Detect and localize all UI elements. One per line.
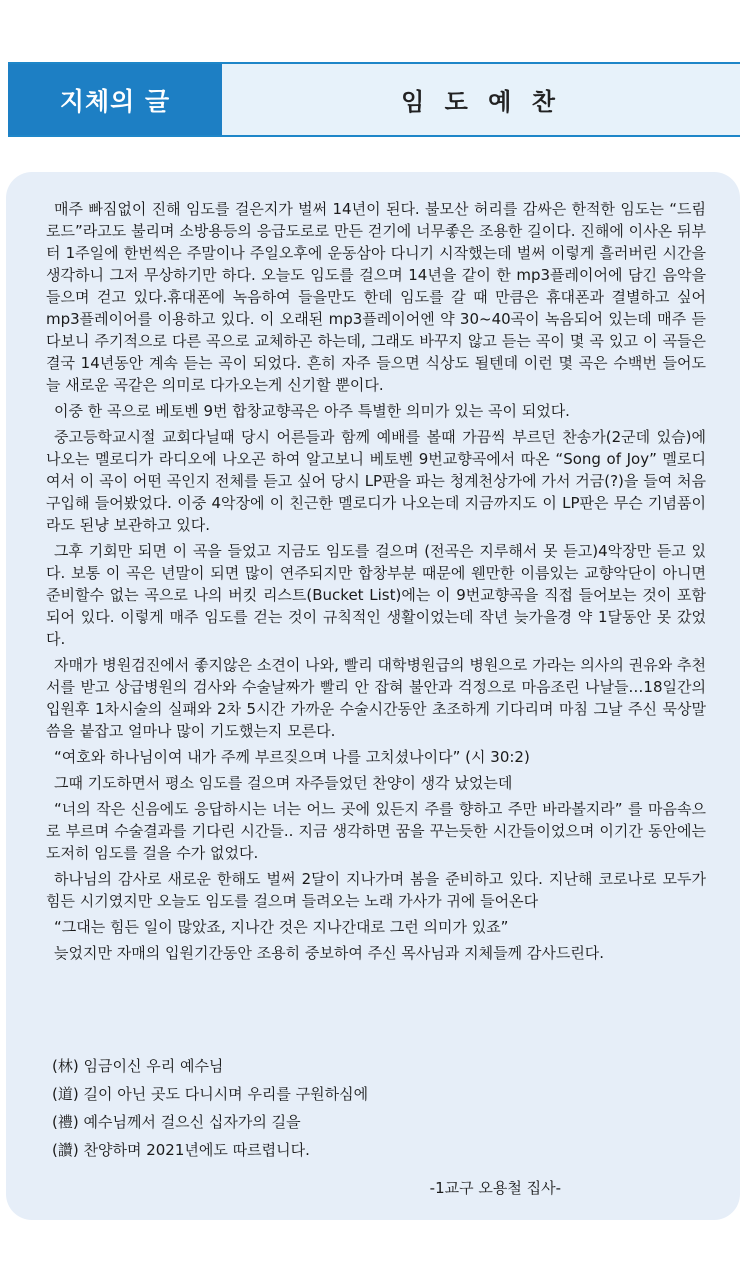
paragraph: 이중 한 곡으로 베토벤 9번 합창교향곡은 아주 특별한 의미가 있는 곡이 되었다.: [54, 402, 570, 420]
paragraph: 중고등학교시절 교회다닐때 당시 어른들과 함께 예배를 볼때 가끔씩 부르던 찬송가(2군데 있슴)에 나오는 멜로디가 라디오에 나오곤 하여 알고보니 베토벤 9번교향곡에서 따온 “Song of Joy” 멜로디여서 이 곡이 어떤 곡인지 전체를 듣고 싶어 당시 LP판을 파는 청계천상가에 가서 거금(?)을 들여 처음 구입해 들어봤었다. 이중 4악장에 이 친근한 멜로디가 나오는데 지금까지도 이 LP판은 무슨 기념품이라도 된냥 보관하고 있다.: [46, 428, 706, 534]
author-signature: -1교구 오용철 집사-: [429, 1179, 561, 1197]
scripture-quote: “여호와 하나님이여 내가 주께 부르짖으며 나를 고치셨나이다” (시 30:2): [54, 748, 530, 766]
song-quote: “그대는 힘든 일이 많았죠, 지나간 것은 지나간대로 그런 의미가 있죠”: [54, 918, 509, 936]
poem-line: (讚) 찬양하며 2021년에도 따르렵니다.: [52, 1141, 310, 1159]
paragraph: “너의 작은 신음에도 응답하시는 너는 어느 곳에 있든지 주를 향하고 주만 바라볼지라” 를 마음속으로 부르며 수술결과를 기다린 시간들.. 지금 생각하면 꿈을 꾸는듯한 시간들이었으며 이기간 동안에는 도저히 임도를 걸을 수가 없었다.: [46, 800, 706, 862]
article-header: [8, 62, 740, 137]
paragraph: 그때 기도하면서 평소 임도를 걸으며 자주들었던 찬양이 생각 났었는데: [54, 774, 513, 792]
acrostic-poem: [52, 1052, 692, 1164]
poem-line: (林) 임금이신 우리 예수님: [52, 1057, 224, 1075]
paragraph: 그후 기회만 되면 이 곡을 들었고 지금도 임도를 걸으며 (전곡은 지루해서 못 듣고)4악장만 듣고 있다. 보통 이 곡은 년말이 되면 많이 연주되지만 합창부분 때문에 웬만한 이름있는 교향악단이 아니면 준비할수 없는 곡으로 나의 버킷 리스트(Bucket List)에는 이 9번교향곡을 직접 들어보는 것이 포함되어 있다. 이렇게 매주 임도를 걷는 것이 규칙적인 생활이었는데 작년 늦가을경 약 1달동안 못 갔었다.: [46, 542, 706, 648]
poem-line: (禮) 예수님께서 걸으신 십자가의 길을: [52, 1113, 301, 1131]
poem-line: (道) 길이 아닌 곳도 다니시며 우리를 구원하심에: [52, 1085, 369, 1103]
paragraph: 하나님의 감사로 새로운 한해도 벌써 2달이 지나가며 봄을 준비하고 있다. 지난해 코로나로 모두가 힘든 시기였지만 오늘도 임도를 걸으며 들려오는 노래 가사가 귀에 들어온다: [46, 870, 706, 910]
article-body: [46, 198, 706, 968]
paragraph: 자매가 병원검진에서 좋지않은 소견이 나와, 빨리 대학병원급의 병원으로 가라는 의사의 권유와 추천서를 받고 상급병원의 검사와 수술날짜가 빨리 안 잡혀 불안과 걱정으로 마음조린 나날들…18일간의 입원후 1차시술의 실패와 2차 5시간 가까운 수술시간동안 초조하게 기다리며 마침 그날 주신 묵상말씀을 붙잡고 얼마나 많이 기도했는지 모른다.: [46, 656, 706, 740]
article-title: 임 도 예 찬: [401, 88, 561, 116]
paragraph: 늦었지만 자매의 입원기간동안 조용히 중보하여 주신 목사님과 지체들께 감사드린다.: [54, 944, 605, 962]
section-label: 지체의 글: [8, 64, 222, 135]
paragraph: 매주 빠짐없이 진해 임도를 걸은지가 벌써 14년이 된다. 불모산 허리를 감싸은 한적한 임도는 “드림로드”라고도 불리며 소방용등의 응급도로로 만든 걷기에 너무좋은 조용한 길이다. 진해에 이사온 뒤부터 1주일에 한번씩은 주말이나 주일오후에 운동삼아 다니기 시작했는데 벌써 이렇게 흘러버린 시간을 생각하니 그저 무상하기만 하다. 오늘도 임도를 걸으며 14년을 같이 한 mp3플레이어에 담긴 음악을 들으며 걷고 있다.휴대폰에 녹음하여 들을만도 한데 임도를 갈 때 만큼은 휴대폰과 결별하고 싶어 mp3플레이어를 이용하고 있다. 이 오래된 mp3플레이어엔 약 30~40곡이 녹음되어 있는데 매주 듣다보니 주기적으로 다른 곡으로 교체하곤 하는데, 그래도 바꾸지 않고 듣는 곡이 몇 곡 있고 이 곡들은 결국 14년동안 계속 듣는 곡이 되었다. 흔히 자주 들으면 식상도 될텐데 이런 몇 곡은 수백번 들어도 늘 새로운 곡같은 의미로 다가오는게 신기할 뿐이다.: [46, 200, 706, 394]
